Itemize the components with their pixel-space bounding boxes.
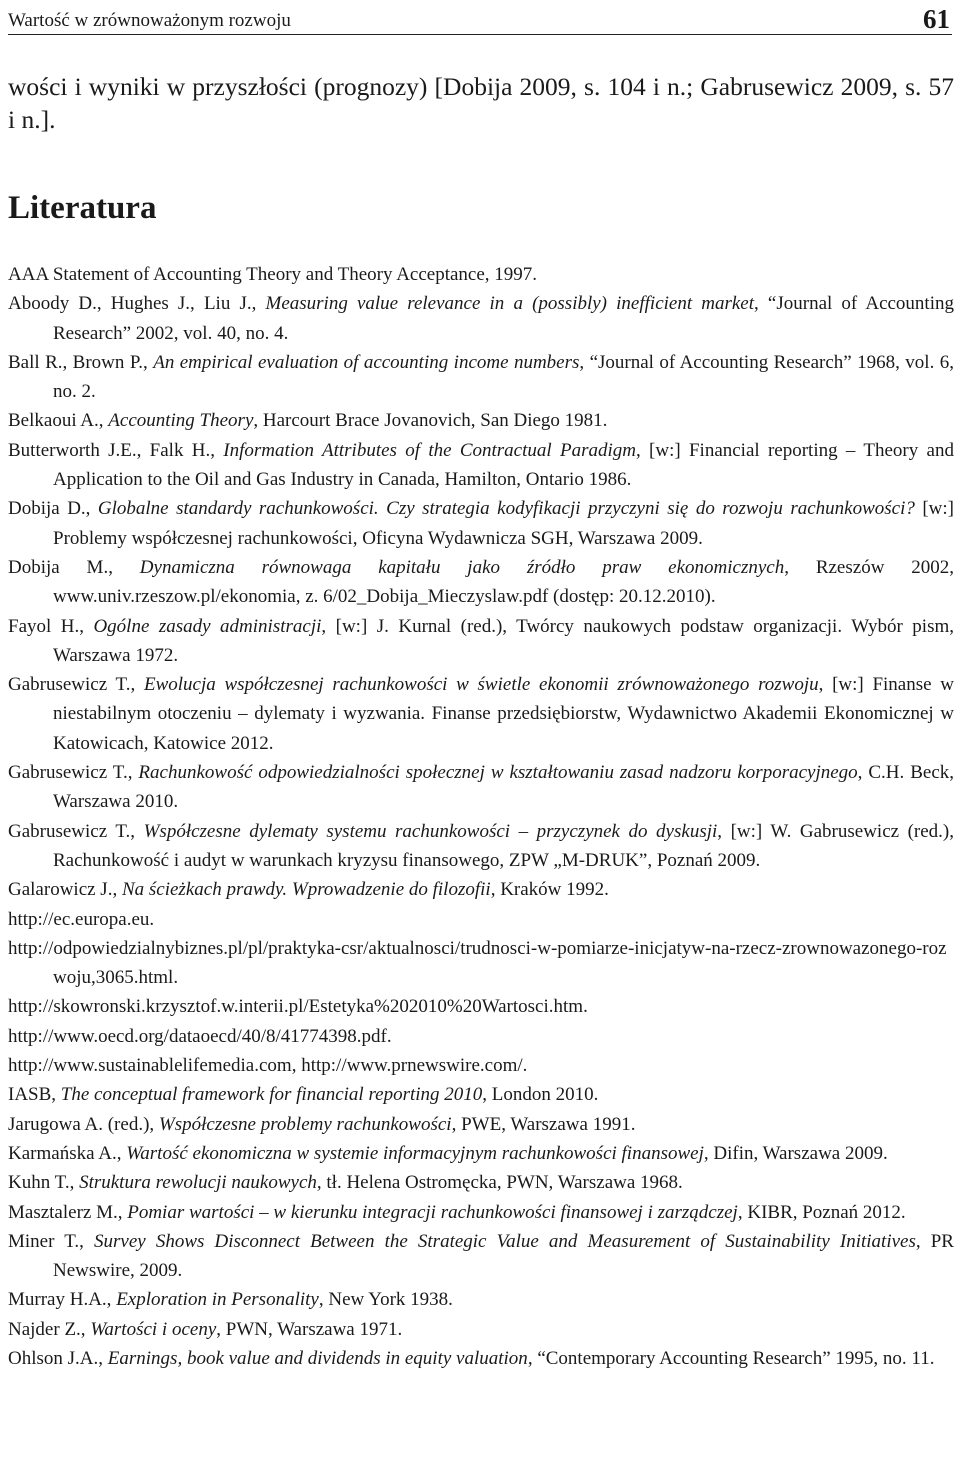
reference-item bbox=[8, 1315, 954, 1344]
reference-item bbox=[8, 670, 954, 758]
reference-rest: [w:] Problemy współczesnej rachunkowości, Oficyna Wydawnicza SGH, Warszawa 2009. bbox=[53, 498, 954, 549]
reference-rest: , Rzeszów 2002, www.univ.rzeszow.pl/ekonomia, z. 6/02_Dobija_Mieczyslaw.pdf (dostęp: 20.12.2010). bbox=[53, 556, 954, 608]
reference-author: IASB, bbox=[8, 1084, 61, 1106]
reference-title: Accounting Theory bbox=[108, 410, 254, 432]
reference-author: http://odpowiedzialnybiznes.pl/pl/praktyka-csr/aktualnosci/trudnosci-w-pomiarze-inicjatyw-na-rzecz-zrownowazonego-rozwoju,3065.html. bbox=[8, 937, 947, 989]
reference-item bbox=[8, 817, 954, 876]
section-title: Literatura bbox=[8, 190, 157, 226]
reference-author: Dobija D., bbox=[8, 498, 98, 520]
reference-author: http://skowronski.krzysztof.w.interii.pl/Estetyka%202010%20Wartosci.htm. bbox=[8, 996, 588, 1018]
reference-author: Jarugowa A. (red.), bbox=[8, 1113, 159, 1135]
reference-item bbox=[8, 992, 954, 1021]
reference-item bbox=[8, 260, 954, 289]
reference-title: Rachunkowość odpowiedzialności społecznej w kształtowaniu zasad nadzoru korporacyjnego bbox=[138, 762, 858, 784]
reference-title: Ogólne zasady administracji bbox=[93, 615, 322, 637]
reference-title: Pomiar wartości – w kierunku integracji rachunkowości finansowej i zarządczej bbox=[127, 1201, 738, 1223]
reference-author: Fayol H., bbox=[8, 615, 94, 637]
reference-rest: , New York 1938. bbox=[318, 1289, 453, 1311]
reference-rest: , Kraków 1992. bbox=[490, 879, 609, 901]
reference-item bbox=[8, 758, 954, 817]
reference-rest: , “Journal of Accounting Research” 2002, vol. 40, no. 4. bbox=[53, 293, 954, 344]
reference-author: Kuhn T., bbox=[8, 1172, 80, 1194]
reference-author: Ball R., Brown P., bbox=[8, 351, 154, 373]
reference-item bbox=[8, 612, 954, 671]
reference-title: Współczesne dylematy systemu rachunkowości – przyczynek do dyskusji bbox=[143, 820, 718, 842]
reference-item bbox=[8, 406, 954, 435]
reference-rest: , PWE, Warszawa 1991. bbox=[451, 1113, 636, 1135]
reference-item bbox=[8, 494, 954, 553]
reference-item bbox=[8, 436, 954, 495]
reference-item bbox=[8, 553, 954, 612]
page-number: 61 bbox=[923, 4, 950, 34]
reference-item bbox=[8, 1198, 954, 1227]
reference-rest: , [w:] J. Kurnal (red.), Twórcy naukowych podstaw organizacji. Wybór pism, Warszawa 1972. bbox=[53, 615, 954, 666]
reference-author: Miner T., bbox=[8, 1230, 95, 1252]
reference-rest: , “Contemporary Accounting Research” 1995, no. 11. bbox=[527, 1347, 935, 1369]
reference-item bbox=[8, 875, 954, 904]
reference-title: Wartość ekonomiczna w systemie informacyjnym rachunkowości finansowej bbox=[126, 1142, 704, 1164]
reference-item bbox=[8, 1139, 954, 1168]
reference-author: AAA Statement of Accounting Theory and Theory Acceptance, 1997. bbox=[8, 264, 538, 285]
reference-title: Globalne standardy rachunkowości. Czy strategia kodyfikacji przyczyni się do rozwoju rachunkowości? bbox=[97, 498, 915, 520]
reference-title: Na ścieżkach prawdy. Wprowadzenie do filozofii bbox=[121, 879, 491, 901]
reference-title: Survey Shows Disconnect Between the Strategic Value and Measurement of Sustainability Initiatives bbox=[94, 1230, 916, 1252]
reference-author: http://www.oecd.org/dataoecd/40/8/41774398.pdf. bbox=[8, 1025, 392, 1047]
reference-item bbox=[8, 1022, 954, 1051]
reference-item bbox=[8, 1344, 954, 1373]
reference-item bbox=[8, 934, 954, 993]
reference-title: Ewolucja współczesnej rachunkowości w świetle ekonomii zrównoważonego rozwoju bbox=[143, 674, 819, 696]
reference-title: Exploration in Personality bbox=[116, 1289, 319, 1311]
reference-rest: , [w:] W. Gabrusewicz (red.), Rachunkowość i audyt w warunkach kryzysu finansowego, ZPW „M-DRUK”, Poznań 2009. bbox=[53, 820, 955, 871]
reference-item bbox=[8, 1080, 954, 1109]
reference-rest: , Harcourt Brace Jovanovich, San Diego 1981. bbox=[253, 410, 608, 432]
reference-author: Gabrusewicz T., bbox=[8, 762, 139, 784]
reference-rest: , tł. Helena Ostromęcka, PWN, Warszawa 1968. bbox=[316, 1172, 683, 1194]
reference-rest: , KIBR, Poznań 2012. bbox=[737, 1201, 906, 1223]
reference-author: Gabrusewicz T., bbox=[8, 674, 144, 696]
reference-author: Najder Z., bbox=[8, 1318, 91, 1340]
reference-author: Galarowicz J., bbox=[8, 879, 122, 901]
reference-rest: , [w:] Finanse w niestabilnym otoczeniu – dylematy i wyzwania. Finanse przedsiębiorstw, Wydawnictwo Akademii Ekonomicznej w Katowicach, Katowice 2012. bbox=[53, 674, 954, 754]
reference-title: The conceptual framework for financial reporting 2010 bbox=[60, 1084, 483, 1106]
reference-rest: , Difin, Warszawa 2009. bbox=[703, 1142, 888, 1164]
reference-item bbox=[8, 348, 954, 407]
reference-rest: , [w:] Financial reporting – Theory and Application to the Oil and Gas Industry in Canada, Hamilton, Ontario 1986. bbox=[53, 439, 954, 491]
reference-title: Współczesne problemy rachunkowości bbox=[158, 1113, 452, 1135]
intro-paragraph: wości i wyniki w przyszłości (prognozy) [Dobija 2009, s. 104 i n.; Gabrusewicz 2009, s. 57 i n.]. bbox=[8, 72, 954, 134]
reference-author: Belkaoui A., bbox=[8, 410, 109, 432]
running-header bbox=[8, 4, 952, 35]
reference-author: Ohlson J.A., bbox=[8, 1347, 108, 1369]
reference-item bbox=[8, 1051, 954, 1080]
reference-rest: , C.H. Beck, Warszawa 2010. bbox=[53, 762, 954, 813]
reference-item bbox=[8, 1168, 954, 1197]
reference-author: Butterworth J.E., Falk H., bbox=[8, 439, 224, 461]
reference-title: Dynamiczna równowaga kapitału jako źródło praw ekonomicznych bbox=[139, 556, 785, 578]
reference-list bbox=[8, 260, 954, 1373]
reference-title: Struktura rewolucji naukowych bbox=[79, 1172, 317, 1194]
reference-item bbox=[8, 1110, 954, 1139]
reference-title: Measuring value relevance in a (possibly) inefficient market bbox=[265, 293, 755, 315]
reference-author: Murray H.A., bbox=[8, 1289, 117, 1311]
reference-author: http://ec.europa.eu. bbox=[8, 908, 155, 930]
reference-item bbox=[8, 1285, 954, 1314]
reference-rest: , London 2010. bbox=[482, 1084, 599, 1106]
reference-rest: , PR Newswire, 2009. bbox=[53, 1230, 954, 1282]
reference-rest: , PWN, Warszawa 1971. bbox=[216, 1318, 403, 1340]
reference-item bbox=[8, 1227, 954, 1286]
reference-author: Karmańska A., bbox=[8, 1142, 127, 1164]
reference-item bbox=[8, 905, 954, 934]
reference-item bbox=[8, 289, 954, 348]
reference-rest: , “Journal of Accounting Research” 1968, vol. 6, no. 2. bbox=[53, 351, 954, 403]
reference-title: An empirical evaluation of accounting income numbers bbox=[153, 351, 580, 373]
reference-title: Wartości i oceny bbox=[90, 1318, 217, 1340]
reference-title: Earnings, book value and dividends in equity valuation bbox=[107, 1347, 528, 1369]
reference-author: Gabrusewicz T., bbox=[8, 820, 144, 842]
reference-author: Masztalerz M., bbox=[8, 1201, 128, 1223]
reference-author: Dobija M., bbox=[8, 556, 140, 578]
reference-author: Aboody D., Hughes J., Liu J., bbox=[8, 293, 266, 315]
reference-title: Information Attributes of the Contractual Paradigm bbox=[223, 439, 636, 461]
running-title: Wartość w zrównoważonym rozwoju bbox=[8, 10, 291, 31]
reference-author: http://www.sustainablelifemedia.com, http://www.prnewswire.com/. bbox=[8, 1055, 528, 1077]
